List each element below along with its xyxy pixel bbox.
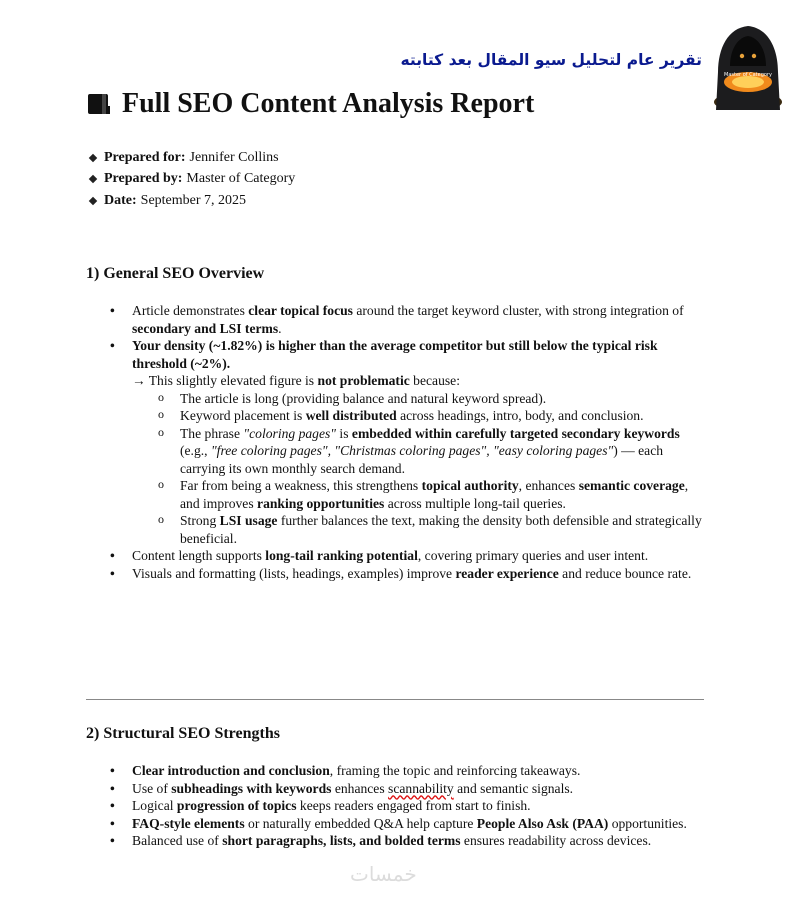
meta-prepared-by: Prepared by: Master of Category <box>88 169 295 191</box>
logo-text-top: Master of Category <box>724 72 772 78</box>
structural-strengths-list <box>132 762 707 850</box>
list-item: • FAQ-style elements or naturally embedded Q&A help capture People Also Ask (PAA) opportunities. <box>132 815 707 833</box>
watermark: خمسات <box>350 862 417 886</box>
list-item: • Clear introduction and conclusion, framing the topic and reinforcing takeaways. <box>132 762 707 780</box>
section-heading-general-overview: 1) General SEO Overview <box>86 265 265 282</box>
notebook-icon <box>86 92 112 116</box>
sub-list-item: o The phrase "coloring pages" is embedded within carefully targeted secondary keywords (e.g., "free coloring pages", "Christmas coloring pages", "easy coloring pages") — each carrying its own monthly search demand. <box>180 425 707 478</box>
sub-list-item: o Far from being a weakness, this strengthens topical authority, enhances semantic coverage, and improves ranking opportunities across multiple long-tail queries. <box>180 477 707 512</box>
list-item: • Visuals and formatting (lists, headings, examples) improve reader experience and reduce bounce rate. <box>132 565 707 583</box>
arabic-caption: تقرير عام لتحليل سيو المقال بعد كتابته <box>400 51 702 69</box>
page-title-text: Full SEO Content Analysis Report <box>122 88 535 119</box>
meta-prepared-for: Prepared for: Jennifer Collins <box>88 147 295 169</box>
general-overview-list <box>132 302 707 582</box>
meta-date: Date: September 7, 2025 <box>88 190 295 212</box>
sub-list-item: o The article is long (providing balance and natural keyword spread). <box>180 390 707 408</box>
sub-list <box>132 390 707 548</box>
sub-list-item: o Keyword placement is well distributed across headings, intro, body, and conclusion. <box>180 407 707 425</box>
list-item: • Use of subheadings with keywords enhances scannability and semantic signals. <box>132 780 707 798</box>
arrow-line: → This slightly elevated figure is not problematic because: <box>132 373 460 388</box>
list-item: • Your density (~1.82%) is higher than the average competitor but still below the typical risk threshold (~2%). → This slightly elevated figure is not problematic because: o The article is long (providing balance and natural keyword spread). o Keyword placement is well distributed across headings, intro, body, and conclusion. o The phrase "coloring pages" is embedded within carefully targeted secondary keywords (e.g., "free coloring pages", "Christmas coloring pages", "easy coloring pages") — each carrying its own monthly search demand. o Far from being a weakness, this strengthens topical authority, enhances semantic coverage, and improves ranking opportunities across multiple long-tail queries. o Strong LSI usage further balances the text, making the density both defensible and strategically beneficial. <box>132 337 707 547</box>
spellcheck-word: scannability <box>388 780 454 796</box>
section-heading-structural-strengths: 2) Structural SEO Strengths <box>86 725 280 742</box>
list-item: • Balanced use of short paragraphs, lists, and bolded terms ensures readability across devices. <box>132 832 707 850</box>
sub-list-item: o Strong LSI usage further balances the text, making the density both defensible and strategically beneficial. <box>180 512 707 547</box>
hooded-figure-logo <box>708 22 788 110</box>
diamond-bullet-icon <box>89 197 97 205</box>
diamond-bullet-icon <box>89 175 97 183</box>
list-item: • Logical progression of topics keeps readers engaged from start to finish. <box>132 797 707 815</box>
list-item: • Content length supports long-tail ranking potential, covering primary queries and user intent. <box>132 547 707 565</box>
diamond-bullet-icon <box>89 154 97 162</box>
list-item: • Article demonstrates clear topical focus around the target keyword cluster, with strong integration of secondary and LSI terms. <box>132 302 707 337</box>
meta-list <box>88 147 295 212</box>
section-divider <box>86 699 704 700</box>
page-title <box>86 88 534 120</box>
